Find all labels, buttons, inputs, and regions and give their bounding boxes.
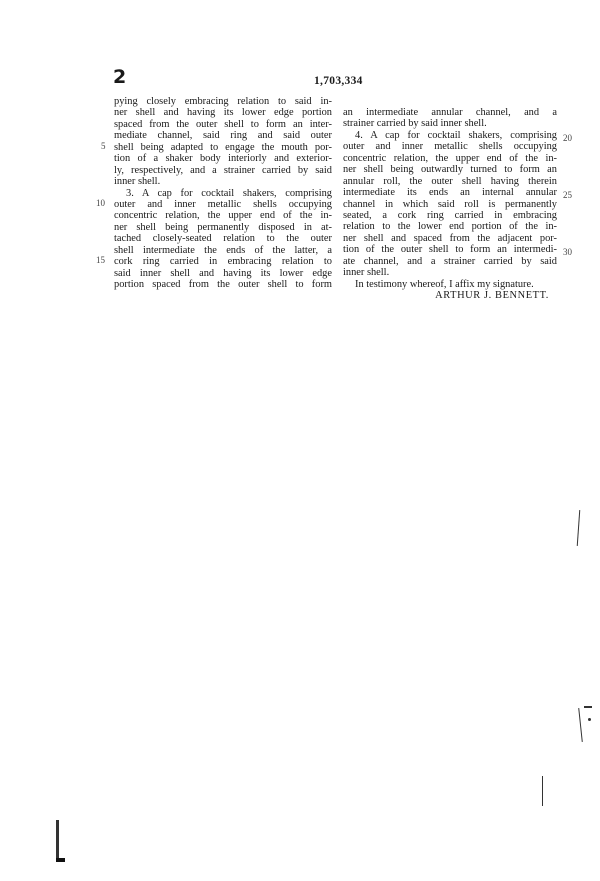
text-line: tached closely-seated relation to the outer xyxy=(114,233,332,245)
scan-mark xyxy=(56,820,59,862)
claim-4-start: 4. A cap for cocktail shakers, comprising xyxy=(355,129,557,141)
text-line: portion spaced from the outer shell to form xyxy=(114,279,332,290)
claim-3-start: 3. A cap for cocktail shakers, comprising xyxy=(126,187,332,199)
text-line: relation to the lower end portion of the in- xyxy=(343,221,557,233)
scan-mark xyxy=(578,708,583,742)
text-line: spaced from the outer shell to form an inter- xyxy=(114,118,332,130)
text-line: an intermediate annular channel, and a xyxy=(343,107,557,118)
scan-mark xyxy=(577,510,581,546)
text-line: mediate channel, said ring and said outer xyxy=(114,130,332,142)
text-line: ate channel, and a strainer carried by said xyxy=(343,255,557,267)
text-line: ner shell being outwardly turned to form an xyxy=(343,164,557,176)
line-number-10: 10 xyxy=(96,198,105,208)
text-line: cork ring carried in embracing relation to xyxy=(114,256,332,268)
line-number-25: 25 xyxy=(563,190,572,200)
text-line: ner shell and spaced from the adjacent por- xyxy=(343,232,557,244)
left-text-column xyxy=(114,96,332,290)
line-number-15: 15 xyxy=(96,255,105,265)
scan-mark xyxy=(56,858,65,862)
line-number-20: 20 xyxy=(563,133,572,143)
line-number-5: 5 xyxy=(101,141,106,151)
text-line: seated, a cork ring carried in embracing xyxy=(343,209,557,221)
text-line: said inner shell and having its lower edge xyxy=(114,267,332,279)
text-line: outer and inner metallic shells occupying xyxy=(114,198,332,210)
text-line: tion of the outer shell to form an intermedi- xyxy=(343,244,557,256)
text-line: strainer carried by said inner shell. xyxy=(343,118,487,130)
page-number: 2 xyxy=(113,66,127,88)
text-line: pying closely embracing relation to said in- xyxy=(114,96,332,107)
text-line: annular roll, the outer shell having therein xyxy=(343,175,557,187)
text-line: inner shell. xyxy=(343,267,390,279)
text-line: tion of a shaker body interiorly and exterior- xyxy=(114,153,332,165)
text-line: intermediate its ends an internal annular xyxy=(343,187,557,199)
line-number-30: 30 xyxy=(563,247,572,257)
text-line: ner shell and having its lower edge portion xyxy=(114,107,332,119)
text-line: ner shell being permanently disposed in at- xyxy=(114,221,332,233)
text-line: shell being adapted to engage the mouth por- xyxy=(114,141,332,153)
right-text-column xyxy=(343,107,557,301)
scan-mark xyxy=(588,718,591,721)
signature: ARTHUR J. BENNETT. xyxy=(435,290,549,301)
text-line: concentric relation, the upper end of the in- xyxy=(114,210,332,222)
scan-mark xyxy=(542,776,543,806)
text-line: channel in which said roll is permanently xyxy=(343,198,557,210)
text-line: shell intermediate the ends of the latter, a xyxy=(114,244,332,256)
scan-mark xyxy=(584,706,592,708)
text-line: outer and inner metallic shells occupying xyxy=(343,141,557,153)
patent-number: 1,703,334 xyxy=(314,75,363,87)
text-line: inner shell. xyxy=(114,176,161,188)
text-line: ly, respectively, and a strainer carried by said xyxy=(114,164,332,176)
text-line: concentric relation, the upper end of the in- xyxy=(343,152,557,164)
testimony-line: In testimony whereof, I affix my signature. xyxy=(355,278,534,290)
